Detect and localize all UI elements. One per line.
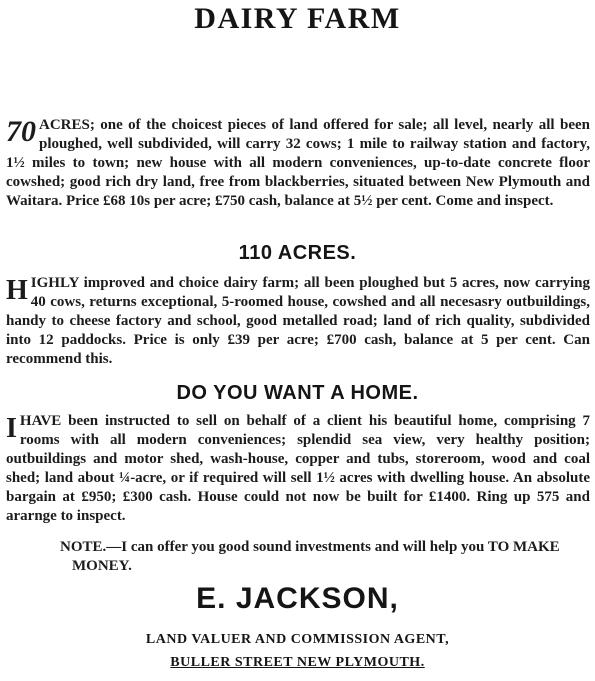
home-listing-dropcap: I [6, 413, 17, 444]
investment-note-line-1: NOTE.—I can offer you good sound investments and will help you TO MAKE [60, 539, 560, 555]
agent-address: BULLER STREET NEW PLYMOUTH. [170, 655, 425, 670]
agent-role: LAND VALUER AND COMMISSION AGENT, [145, 632, 450, 647]
investment-note [60, 538, 590, 576]
listing-70-acres-text: ACRES; one of the choicest pieces of land offered for sale; all level, nearly all been ploughed, well subdivided, will carry 32 cows; 1 mile to railway station and factory, 1½ miles to town; new house with all modern conveniences, up-to-date concrete floor cowshed; good rich dry land, free from blackberries, situated between New Plymouth and Waitara. Price £68 10s per acre; £750 cash, balance at 5½ per cent. Come and inspect. [6, 117, 590, 209]
listing-110-acres-text: IGHLY improved and choice dairy farm; all been ploughed but 5 acres, now carrying 40 cows, returns exceptional, 5-roomed house, cowshed and all necesasry outbuildings, handy to cheese factory and school, good metalled road; land of rich quality, subdivided into 12 paddocks. Price is only £39 per acre; £700 cash, balance at 5 per cent. Can recommend this. [6, 275, 590, 367]
home-listing-heading: DO YOU WANT A HOME. [176, 382, 419, 404]
listing-70-acres [6, 116, 590, 211]
agent-name: E. JACKSON, [196, 582, 399, 615]
listing-110-acres-heading: 110 ACRES. [238, 242, 357, 264]
listing-70-acres-dropcap: 70 [6, 115, 36, 148]
home-listing-text: HAVE been instructed to sell on behalf of a client his beautiful home, comprising 7 rooms with all modern conveniences; splendid sea view, very healthy position; outbuildings and motor shed, wash-house, copper and tubs, storeroom, wood and coal shed; land about ¼-acre, or if required will sell 1½ acres with dwelling house. An absolute bargain at £950; £300 cash. House could not now be built for £1400. Ring up 575 and ararnge to inspect. [6, 413, 590, 524]
ad-title: DAIRY FARM [194, 2, 401, 35]
investment-note-line-2: MONEY. [72, 558, 132, 574]
home-listing [6, 412, 590, 526]
listing-110-acres-dropcap: H [6, 275, 28, 306]
listing-110-acres [6, 274, 590, 369]
